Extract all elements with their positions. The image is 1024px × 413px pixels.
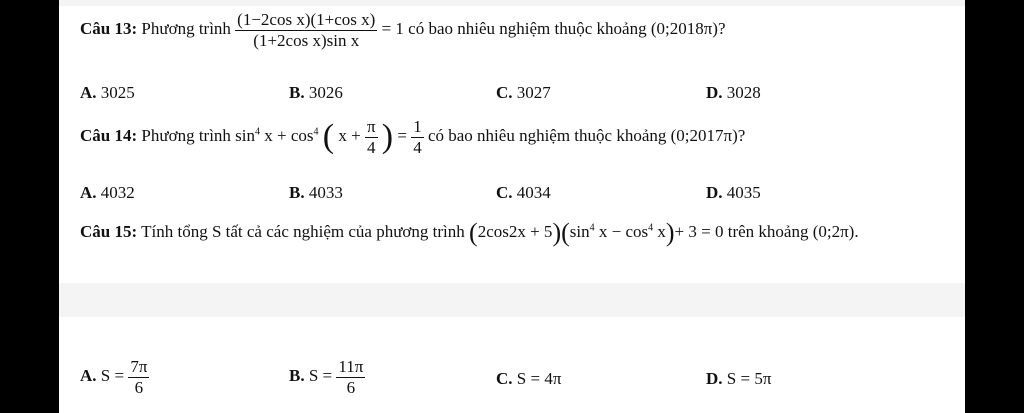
question-13-option-b: B. 3026 [289, 83, 343, 102]
question-14-text-before: Phương trình [141, 125, 231, 145]
question-15-option-a: A. S = $\frac{7\pi}{6}$ [80, 357, 148, 397]
question-13 [80, 10, 726, 50]
question-14-option-a: A. 4032 [80, 183, 135, 202]
question-14-label: Câu 14: [80, 125, 138, 145]
question-14-option-b: B. 4033 [289, 183, 343, 202]
question-15-label: Câu 15: [80, 221, 138, 241]
question-13-numerator: (1−2cos x)(1+cos x) [237, 10, 376, 29]
question-14-one-over-4: $\frac{1}{4}$ [413, 117, 422, 157]
question-13-text-after: có bao nhiêu nghiệm thuộc khoảng (0;2018π)? [408, 18, 726, 38]
question-15-text-before: Tính tổng S tất cả các nghiệm của phương trình [141, 221, 465, 241]
question-14-pi-over-4: $\frac{\pi}{4}$ [366, 117, 376, 157]
question-13-denominator: (1+2cos x)sin x [253, 30, 360, 50]
middle-band [59, 283, 965, 317]
question-15 [80, 218, 859, 248]
worksheet-page [59, 0, 965, 413]
question-13-label: Câu 13: [80, 18, 138, 38]
question-13-option-c: C. 3027 [496, 83, 551, 102]
question-15-option-b: B. S = $\frac{11\pi}{6}$ [289, 357, 364, 397]
question-15-text-after: trên khoảng (0;2π). [727, 221, 859, 241]
question-14-text-after: có bao nhiêu nghiệm thuộc khoảng (0;2017π)? [427, 125, 746, 145]
top-band [59, 0, 965, 6]
question-13-text-before: Phương trình [141, 18, 231, 38]
question-13-fraction [235, 10, 377, 50]
question-13-option-a: A. 3025 [80, 83, 135, 102]
question-14 [80, 117, 745, 157]
question-14-option-c: C. 4034 [496, 183, 551, 202]
question-15-option-d: D. S = 5π [706, 369, 772, 388]
question-14-option-d: D. 4035 [706, 183, 761, 202]
question-13-equals: = 1 [381, 18, 404, 38]
question-15-formula: $(2\cos 2x + 5)(\sin^4$ $x - \cos^4 x)+ 3 = 0$ [469, 218, 724, 247]
question-14-formula: $\sin^4 x + \cos^4$ ( x + $\frac{\pi}{4}$ ) = $\frac{1}{4}$ [235, 117, 422, 157]
question-15-option-c: C. S = 4π [496, 369, 562, 388]
question-13-option-d: D. 3028 [706, 83, 761, 102]
